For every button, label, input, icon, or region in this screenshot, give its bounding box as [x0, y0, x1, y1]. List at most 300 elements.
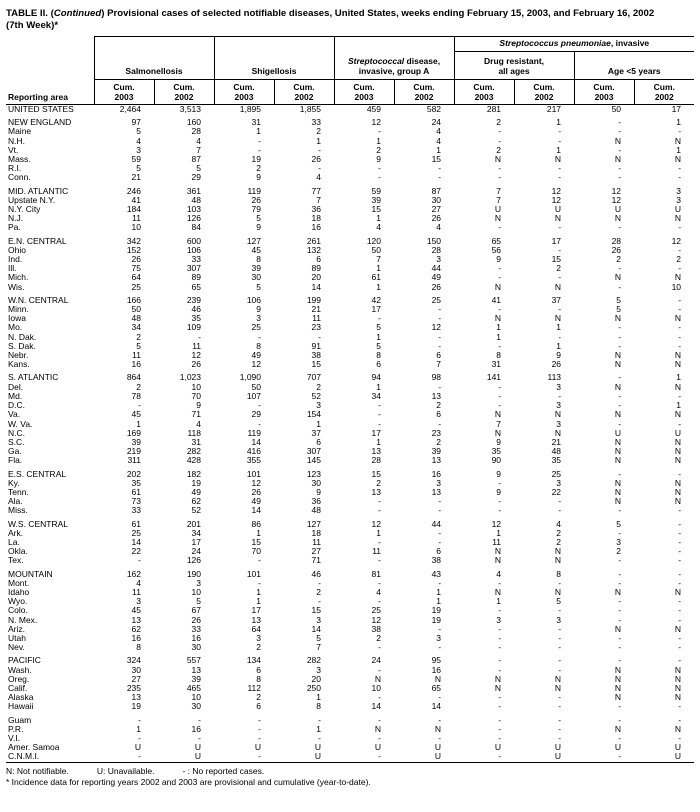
value-cell: 12 [371, 118, 382, 128]
value-cell: - [618, 715, 622, 725]
table-row [6, 488, 694, 497]
value-cell: 89 [311, 264, 322, 274]
value-cell: - [258, 724, 262, 734]
value-cell: 1 [376, 136, 382, 146]
value-cell: - [438, 537, 442, 547]
reporting-area-cell: Hawaii [8, 702, 34, 712]
value-cell: 19 [251, 155, 262, 165]
value-cell: 16 [131, 360, 141, 370]
value-cell: - [618, 223, 622, 233]
table-row [6, 479, 694, 488]
value-cell: 24 [371, 656, 382, 666]
value-cell: 1 [496, 528, 502, 538]
value-cell: - [558, 734, 562, 743]
value-cell: 31 [191, 437, 202, 447]
value-cell: N [614, 273, 622, 283]
table-row [6, 570, 694, 579]
value-cell: 25 [131, 528, 141, 538]
value-cell: 34 [191, 528, 202, 538]
value-cell: 26 [611, 245, 622, 255]
table-row [6, 438, 694, 447]
table-row [6, 734, 694, 743]
reporting-area-header: Reporting area [6, 80, 94, 105]
value-cell: - [498, 665, 502, 675]
value-cell: 1 [676, 401, 682, 411]
reporting-area-cell: N. Dak. [8, 332, 37, 342]
value-cell: - [678, 419, 682, 429]
table-body [6, 105, 694, 763]
value-cell: 600 [186, 236, 202, 246]
value-cell: - [438, 497, 442, 507]
value-cell: - [258, 734, 262, 743]
table-row [6, 520, 694, 529]
value-cell: 1 [256, 528, 262, 538]
table-row [6, 625, 694, 634]
value-cell: 5 [256, 282, 262, 292]
value-cell: 707 [306, 373, 322, 383]
reporting-area-cell: N.Y. City [8, 205, 41, 215]
value-cell: N [434, 724, 442, 734]
value-cell: 261 [306, 236, 322, 246]
table-row [6, 360, 694, 369]
table-row [6, 105, 694, 115]
table-row [6, 255, 694, 264]
value-cell: 62 [191, 497, 202, 507]
reporting-area-cell: MOUNTAIN [8, 569, 53, 579]
value-cell: 67 [191, 606, 202, 616]
value-cell: - [558, 606, 562, 616]
value-cell: N [554, 674, 562, 684]
value-cell: 3 [556, 382, 562, 392]
value-cell: 307 [306, 447, 322, 457]
table-row [6, 392, 694, 401]
value-cell: 29 [191, 173, 202, 183]
value-cell: 3 [316, 665, 322, 675]
value-cell: 11 [132, 214, 141, 224]
col-header-cum-2: Cum. 2003 [214, 80, 274, 105]
value-cell: N [674, 497, 682, 507]
value-cell: - [318, 332, 322, 342]
value-cell: 35 [551, 456, 562, 466]
table-row [6, 264, 694, 273]
table-row [6, 634, 694, 643]
table-row [6, 410, 694, 419]
value-cell: N [674, 487, 682, 497]
value-cell: 4 [436, 136, 442, 146]
value-cell: 5 [136, 127, 141, 137]
value-cell: 11 [312, 314, 322, 324]
value-cell: U [494, 743, 502, 753]
value-cell: 13 [431, 391, 442, 401]
value-cell: 27 [311, 547, 322, 557]
reporting-area-cell: Ark. [8, 528, 24, 538]
value-cell: 38 [311, 351, 322, 361]
value-cell: 106 [246, 295, 262, 305]
value-cell: N [614, 724, 622, 734]
reporting-area-cell: Colo. [8, 606, 28, 616]
reporting-area-cell: Tenn. [8, 487, 29, 497]
value-cell: 2 [556, 264, 562, 274]
value-cell: 35 [131, 478, 141, 488]
value-cell: 16 [191, 724, 202, 734]
col-header-cum-7: Cum. 2002 [514, 80, 574, 105]
value-cell: 428 [186, 456, 202, 466]
value-cell: 864 [126, 373, 141, 383]
value-cell: N [494, 214, 502, 224]
column-group-shigellosis: Shigellosis [214, 37, 334, 80]
value-cell: 26 [431, 214, 442, 224]
reporting-area-cell: D.C. [8, 401, 25, 411]
value-cell: - [138, 715, 141, 725]
value-cell: 59 [131, 155, 141, 165]
value-cell: 4 [196, 419, 202, 429]
value-cell: N [674, 214, 682, 224]
value-cell: - [678, 341, 682, 351]
value-cell: 49 [251, 351, 262, 361]
value-cell: - [498, 693, 502, 703]
table-row [6, 401, 694, 410]
table-row [6, 196, 694, 205]
value-cell: - [498, 264, 502, 274]
value-cell: U [194, 752, 202, 762]
table-row [6, 684, 694, 693]
value-cell: 13 [251, 615, 262, 625]
table-row [6, 497, 694, 506]
value-cell: 35 [191, 314, 202, 324]
value-cell: - [318, 715, 322, 725]
value-cell: 28 [191, 127, 202, 137]
value-cell: 15 [251, 537, 262, 547]
value-cell: 307 [186, 264, 202, 274]
value-cell: N [614, 447, 622, 457]
table-row [6, 146, 694, 155]
value-cell: - [498, 341, 502, 351]
value-cell: - [678, 264, 682, 274]
value-cell: 126 [186, 556, 202, 566]
value-cell: 7 [316, 195, 322, 205]
value-cell: U [314, 743, 322, 753]
value-cell: 127 [306, 519, 322, 529]
value-cell: 1 [556, 341, 562, 351]
table-row [6, 283, 694, 292]
value-cell: 14 [131, 537, 141, 547]
value-cell: - [498, 656, 502, 666]
notifiable-diseases-table [6, 36, 694, 763]
value-cell: N [494, 674, 502, 684]
value-cell: - [618, 332, 622, 342]
value-cell: N [674, 665, 682, 675]
value-cell: 184 [126, 205, 141, 215]
value-cell: 78 [131, 391, 141, 401]
value-cell: 5 [556, 597, 562, 607]
value-cell: 12 [671, 236, 682, 246]
value-cell: - [498, 401, 502, 411]
value-cell: - [618, 597, 622, 607]
value-cell: 49 [191, 487, 202, 497]
value-cell: 12 [251, 478, 262, 488]
value-cell: 120 [366, 236, 382, 246]
value-cell: 12 [251, 360, 262, 370]
value-cell: 106 [186, 245, 202, 255]
reporting-area-cell: Miss. [8, 506, 28, 516]
value-cell: 20 [311, 273, 322, 283]
value-cell: 6 [436, 410, 442, 420]
value-cell: 17 [671, 104, 682, 114]
value-cell: 3 [556, 401, 562, 411]
value-cell: - [438, 693, 442, 703]
table-title [6, 8, 694, 31]
value-cell: - [258, 401, 262, 411]
value-cell: 2 [256, 643, 262, 653]
value-cell: 24 [191, 547, 202, 557]
value-cell: 1 [556, 118, 562, 128]
value-cell: 1 [376, 264, 382, 274]
reporting-area-cell: Del. [8, 382, 24, 392]
value-cell: 12 [491, 519, 502, 529]
value-cell: 90 [491, 456, 502, 466]
value-cell: 12 [191, 351, 202, 361]
value-cell: 12 [551, 195, 562, 205]
value-cell: 7 [196, 145, 202, 155]
value-cell: 12 [611, 195, 622, 205]
value-cell: U [614, 743, 622, 753]
value-cell: 64 [131, 273, 141, 283]
value-cell: - [558, 702, 562, 712]
value-cell: 61 [131, 519, 141, 529]
value-cell: 7 [496, 186, 502, 196]
value-cell: 123 [306, 469, 322, 479]
value-cell: - [378, 314, 382, 324]
reporting-area-cell: Calif. [8, 683, 28, 693]
value-cell: 46 [191, 305, 202, 315]
value-cell: 89 [191, 273, 202, 283]
reporting-area-cell: W. Va. [8, 419, 33, 429]
value-cell: - [678, 643, 682, 653]
value-cell: 61 [371, 273, 382, 283]
value-cell: 2 [556, 528, 562, 538]
value-cell: 2 [436, 437, 442, 447]
reporting-area-cell: R.I. [8, 164, 22, 174]
value-cell: - [678, 556, 682, 566]
value-cell: 246 [126, 186, 141, 196]
value-cell: N [554, 428, 562, 438]
value-cell: 41 [491, 295, 502, 305]
value-cell: - [498, 164, 502, 174]
value-cell: 26 [551, 360, 562, 370]
value-cell: N [554, 214, 562, 224]
value-cell: U [614, 428, 622, 438]
value-cell: 15 [371, 469, 382, 479]
reporting-area-cell: Ga. [8, 447, 22, 457]
value-cell: 1 [256, 597, 262, 607]
value-cell: 14 [371, 702, 382, 712]
value-cell: 87 [191, 155, 202, 165]
value-cell: 17 [371, 428, 382, 438]
value-cell: - [378, 127, 382, 137]
value-cell: 4 [436, 127, 442, 137]
reporting-area-cell: Ind. [8, 255, 23, 265]
table-row [6, 273, 694, 282]
value-cell: - [558, 633, 562, 643]
value-cell: - [678, 323, 682, 333]
value-cell: 26 [191, 360, 202, 370]
value-cell: 10 [371, 683, 382, 693]
value-cell: U [554, 205, 562, 215]
value-cell: 65 [431, 683, 442, 693]
value-cell: 113 [547, 373, 562, 383]
reporting-area-cell: Guam [8, 715, 32, 725]
value-cell: 2 [496, 118, 502, 128]
value-cell: - [498, 223, 502, 233]
reporting-area-cell: P.R. [8, 724, 24, 734]
value-cell: - [558, 624, 562, 634]
value-cell: 5 [136, 164, 141, 174]
reporting-area-cell: C.N.M.I. [8, 752, 40, 762]
value-cell: - [438, 643, 442, 653]
value-cell: 2 [676, 255, 682, 265]
value-cell: 3 [136, 145, 141, 155]
table-row [6, 323, 694, 332]
value-cell: 7 [376, 255, 382, 265]
column-group-drug-resistant [454, 52, 574, 80]
value-cell: - [378, 164, 382, 174]
table-row [6, 656, 694, 665]
value-cell: - [678, 734, 682, 743]
value-cell: N [674, 437, 682, 447]
value-cell: 281 [486, 104, 502, 114]
value-cell: 45 [251, 245, 262, 255]
value-cell: - [378, 401, 382, 411]
value-cell: 20 [311, 674, 322, 684]
value-cell: - [498, 136, 502, 146]
value-cell: - [678, 164, 682, 174]
value-cell: 134 [246, 656, 262, 666]
value-cell: - [678, 597, 682, 607]
value-cell: 84 [191, 223, 202, 233]
value-cell: 13 [371, 447, 382, 457]
value-cell: 25 [131, 282, 141, 292]
strep-a-line2: invasive, group A [358, 65, 430, 76]
value-cell: 126 [186, 214, 202, 224]
value-cell: 199 [306, 295, 322, 305]
value-cell: 45 [131, 606, 141, 616]
value-cell: - [558, 643, 562, 653]
value-cell: 13 [191, 665, 202, 675]
table-row [6, 470, 694, 479]
value-cell: 582 [426, 104, 442, 114]
value-cell: N [674, 683, 682, 693]
value-cell: - [618, 702, 622, 712]
reporting-area-cell: Mont. [8, 578, 30, 588]
value-cell: 13 [131, 615, 141, 625]
value-cell: 50 [251, 382, 262, 392]
value-cell: 4 [316, 173, 322, 183]
value-cell: 31 [491, 360, 502, 370]
value-cell: 50 [131, 305, 141, 315]
value-cell: N [614, 351, 622, 361]
value-cell: 1 [676, 373, 682, 383]
value-cell: U [434, 743, 442, 753]
reporting-area-cell: Wis. [8, 282, 25, 292]
value-cell: 70 [191, 391, 202, 401]
value-cell: - [618, 264, 622, 274]
value-cell: N [554, 410, 562, 420]
value-cell: U [614, 205, 622, 215]
value-cell: - [258, 578, 262, 588]
value-cell: U [554, 752, 562, 762]
reporting-area-cell: W.N. CENTRAL [8, 295, 69, 305]
value-cell: - [498, 624, 502, 634]
value-cell: - [618, 633, 622, 643]
value-cell: 21 [131, 173, 141, 183]
value-cell: - [198, 332, 202, 342]
value-cell: 8 [256, 255, 262, 265]
value-cell: 1 [256, 127, 262, 137]
value-cell: 107 [246, 391, 262, 401]
value-cell: - [438, 715, 442, 725]
value-cell: - [498, 391, 502, 401]
value-cell: 49 [251, 497, 262, 507]
value-cell: N [614, 674, 622, 684]
value-cell: 17 [191, 537, 202, 547]
value-cell: - [558, 497, 562, 507]
value-cell: 8 [496, 351, 502, 361]
value-cell: 4 [556, 519, 562, 529]
value-cell: 3 [676, 186, 682, 196]
value-cell: 3 [316, 401, 322, 411]
value-cell: 112 [247, 683, 262, 693]
value-cell: 2 [496, 145, 502, 155]
value-cell: 19 [131, 702, 141, 712]
value-cell: 8 [556, 569, 562, 579]
value-cell: - [378, 497, 382, 507]
value-cell: 5 [196, 164, 202, 174]
value-cell: 13 [431, 487, 442, 497]
value-cell: - [318, 578, 322, 588]
value-cell: N [674, 724, 682, 734]
value-cell: - [558, 223, 562, 233]
value-cell: 557 [186, 656, 202, 666]
value-cell: - [438, 341, 442, 351]
legend-not-notifiable: N: Not notifiable. [6, 765, 69, 776]
value-cell: - [438, 173, 442, 183]
value-cell: 30 [191, 643, 202, 653]
drug-resistant-line1: Drug resistant, [484, 56, 545, 66]
value-cell: 48 [131, 314, 141, 324]
value-cell: 118 [187, 428, 202, 438]
value-cell: 1 [496, 597, 502, 607]
value-cell: - [378, 506, 382, 516]
value-cell: N [494, 282, 502, 292]
value-cell: N [494, 587, 502, 597]
value-cell: 154 [306, 410, 322, 420]
table-row [6, 205, 694, 214]
table-row [6, 447, 694, 456]
value-cell: 109 [186, 323, 202, 333]
col-header-cum-8: Cum. 2003 [574, 80, 634, 105]
value-cell: 30 [191, 702, 202, 712]
value-cell: 41 [131, 195, 141, 205]
value-cell: 2 [136, 382, 141, 392]
value-cell: 1 [376, 282, 382, 292]
value-cell: 119 [247, 186, 262, 196]
value-cell: - [258, 419, 262, 429]
value-cell: 4 [436, 223, 442, 233]
table-row [6, 529, 694, 538]
value-cell: 18 [311, 528, 322, 538]
value-cell: 9 [256, 223, 262, 233]
value-cell: - [498, 127, 502, 137]
